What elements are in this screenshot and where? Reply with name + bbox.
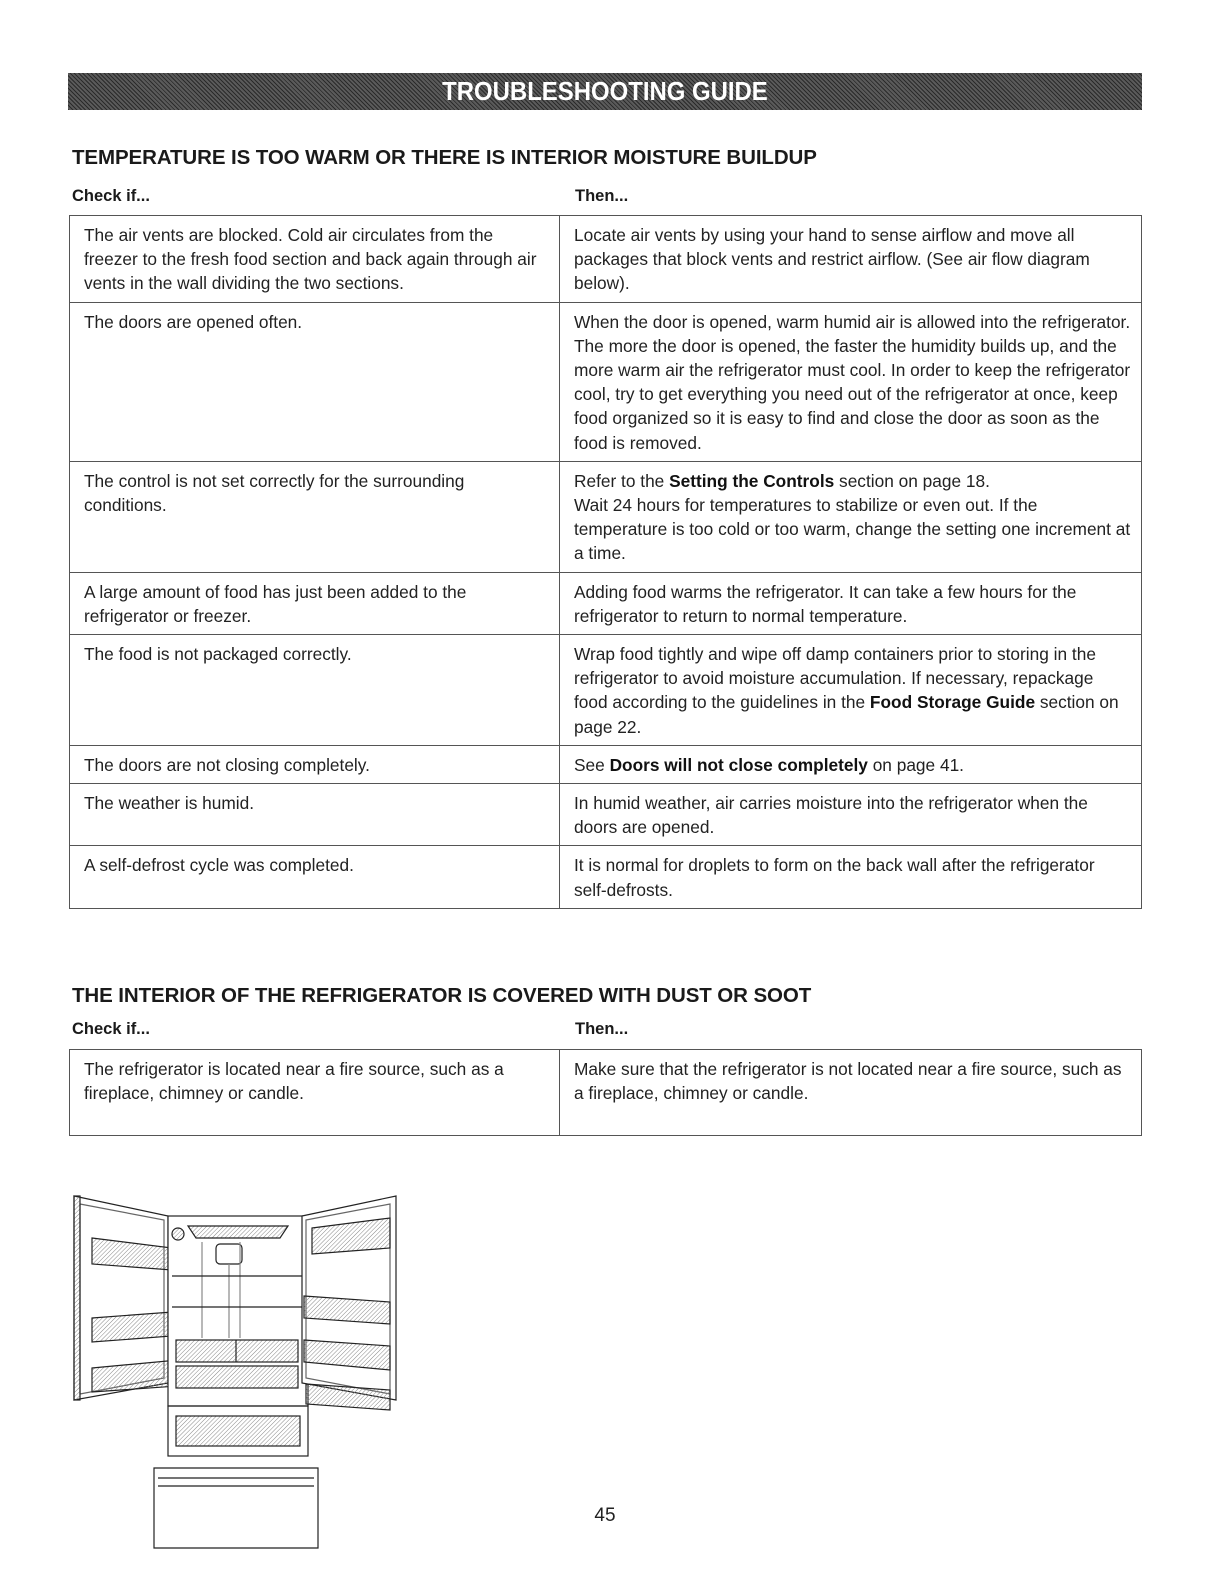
then-text: Adding food warms the refrigerator. It can take a few hours for the refrigerator to return to normal temperature. xyxy=(574,581,1077,626)
then-text: Wait 24 hours for temperatures to stabilize or even out. If the temperature is too cold or too warm, change the setting one increment at a time. xyxy=(574,495,1131,564)
check-text: The air vents are blocked. Cold air circulates from the freezer to the fresh food section and back again through air vents in the wall dividing the two sections. xyxy=(84,225,537,294)
check-cell xyxy=(70,461,560,572)
table-row xyxy=(70,1050,1142,1136)
check-cell xyxy=(70,784,560,846)
check-cell xyxy=(70,745,560,783)
then-cell xyxy=(560,302,1142,461)
table-body xyxy=(70,216,1142,909)
right-door xyxy=(302,1196,396,1410)
then-text: In humid weather, air carries moisture into the refrigerator when the doors are opened. xyxy=(574,793,1088,838)
page-number: 45 xyxy=(594,1505,616,1526)
cross-reference-text: Food Storage Guide xyxy=(869,692,1036,713)
then-cell xyxy=(560,461,1142,572)
left-door xyxy=(74,1196,178,1400)
check-cell xyxy=(70,635,560,746)
then-cell xyxy=(560,1050,1142,1136)
then-text: section on page 18. xyxy=(834,470,990,491)
then-text: When the door is opened, warm humid air is allowed into the refrigerator. The more the door is opened, the faster the humidity builds up, and the more warm air the refrigerator must cool. In order to keep the refrigerator cool, try to get everything you need out of the refrigerator at once, keep food organized so it is easy to find and close the door as soon as the food is removed. xyxy=(574,311,1131,453)
troubleshooting-table-temperature xyxy=(69,215,1142,909)
then-text: Make sure that the refrigerator is not located near a fire source, such as a fireplace, chimney or candle. xyxy=(574,1059,1122,1104)
table-row xyxy=(70,302,1142,461)
then-text: Locate air vents by using your hand to sense airflow and move all packages that block vents and restrict airflow. (See air flow diagram below). xyxy=(574,225,1090,294)
check-if-label: Check if... xyxy=(72,187,150,205)
then-cell xyxy=(560,572,1142,634)
troubleshooting-table-dust xyxy=(69,1049,1142,1136)
table-row xyxy=(70,216,1142,303)
then-cell xyxy=(560,784,1142,846)
then-text: It is normal for droplets to form on the back wall after the refrigerator self-defrosts. xyxy=(574,855,1095,900)
page-banner xyxy=(68,73,1142,110)
then-text: Wrap food tightly and wipe off damp containers prior to storing in the refrigerator to avoid moisture accumulation. If necessary, repackage food according to the guidelines in the xyxy=(574,644,1096,713)
table-row xyxy=(70,461,1142,572)
then-text: section on page 22. xyxy=(574,692,1119,737)
check-text: The doors are opened often. xyxy=(84,311,303,332)
refrigerator-airflow-illustration xyxy=(68,1178,403,1550)
check-text: The weather is humid. xyxy=(84,793,255,814)
table-row xyxy=(70,572,1142,634)
table-row xyxy=(70,784,1142,846)
section-title-dust-soot: THE INTERIOR OF THE REFRIGERATOR IS COVERED WITH DUST OR SOOT xyxy=(72,984,812,1007)
cabinet xyxy=(168,1216,308,1406)
then-text: Refer to the xyxy=(574,470,670,491)
table-row xyxy=(70,635,1142,746)
then-cell xyxy=(560,635,1142,746)
cross-reference-text: Setting the Controls xyxy=(669,470,835,491)
then-cell xyxy=(560,846,1142,908)
check-cell xyxy=(70,1050,560,1136)
check-text: A large amount of food has just been added to the refrigerator or freezer. xyxy=(84,581,467,626)
check-cell xyxy=(70,216,560,303)
table-row xyxy=(70,846,1142,908)
cross-reference-text: Doors will not close completely xyxy=(609,754,868,775)
check-cell xyxy=(70,846,560,908)
check-cell xyxy=(70,572,560,634)
then-cell xyxy=(560,216,1142,303)
then-text: See xyxy=(574,754,610,775)
check-text: The refrigerator is located near a fire source, such as a fireplace, chimney or candle. xyxy=(84,1059,504,1104)
table-row xyxy=(70,745,1142,783)
check-cell xyxy=(70,302,560,461)
check-text: The doors are not closing completely. xyxy=(84,754,370,775)
banner-title: TROUBLESHOOTING GUIDE xyxy=(442,76,768,106)
table-body xyxy=(70,1050,1142,1136)
check-text: A self-defrost cycle was completed. xyxy=(84,855,354,876)
then-cell xyxy=(560,745,1142,783)
section-title-temperature: TEMPERATURE IS TOO WARM OR THERE IS INTERIOR MOISTURE BUILDUP xyxy=(72,146,817,169)
check-text: The food is not packaged correctly. xyxy=(84,644,352,665)
then-label: Then... xyxy=(575,187,629,205)
then-label: Then... xyxy=(575,1020,629,1038)
then-text: on page 41. xyxy=(867,754,964,775)
check-if-label: Check if... xyxy=(72,1020,150,1038)
check-text: The control is not set correctly for the surrounding conditions. xyxy=(84,470,465,516)
